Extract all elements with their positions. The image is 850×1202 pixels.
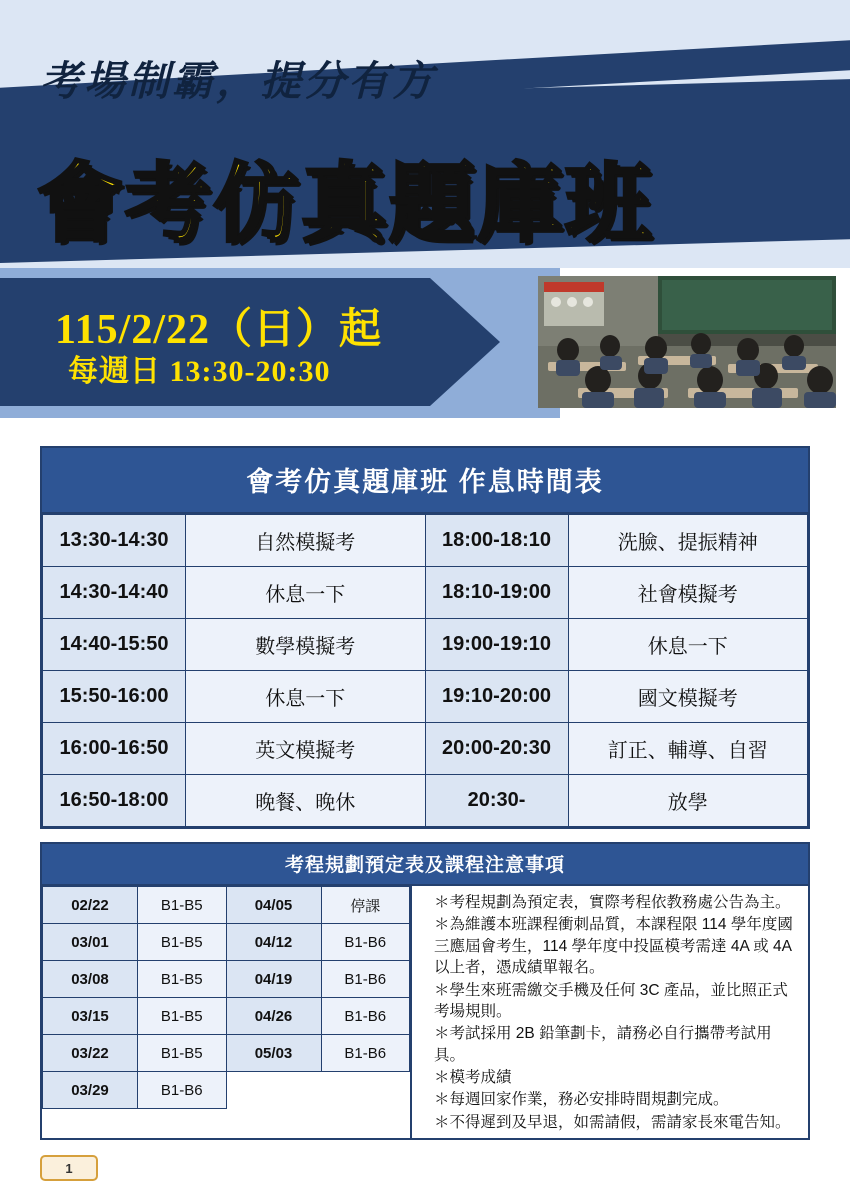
plan-range-cell: B1-B6 bbox=[321, 961, 410, 998]
note-item: ＊為維護本班課程衝刺品質，本課程限 114 學年度國三應屆會考生，114 學年度中投區模考需達 4A 或 4A 以上者，憑成績單報名。 bbox=[434, 916, 793, 977]
course-notes bbox=[412, 886, 808, 1138]
plan-range-cell: B1-B6 bbox=[321, 924, 410, 961]
time-cell: 13:30-14:30 bbox=[43, 515, 186, 567]
time-cell: 20:30- bbox=[425, 775, 568, 827]
start-date-text: 115/2/22（日）起 bbox=[55, 307, 383, 353]
plan-date-cell: 03/22 bbox=[43, 1035, 138, 1072]
plan-range-cell: 停課 bbox=[321, 887, 410, 924]
table-row bbox=[43, 924, 410, 961]
time-cell: 14:40-15:50 bbox=[43, 619, 186, 671]
table-row bbox=[43, 619, 808, 671]
plan-date-cell: 04/05 bbox=[226, 887, 321, 924]
time-cell: 19:00-19:10 bbox=[425, 619, 568, 671]
table-row bbox=[43, 515, 808, 567]
plan-date-cell: 04/26 bbox=[226, 998, 321, 1035]
plan-range-cell: B1-B6 bbox=[321, 998, 410, 1035]
plan-range-cell: B1-B5 bbox=[138, 961, 227, 998]
page-title: 會考仿真題庫班 bbox=[37, 156, 653, 252]
plan-empty-cell bbox=[321, 1072, 410, 1109]
table-row bbox=[43, 1035, 410, 1072]
activity-cell: 數學模擬考 bbox=[186, 619, 426, 671]
note-item: ＊每週回家作業，務必安排時間規劃完成。 bbox=[434, 1091, 729, 1109]
activity-cell: 國文模擬考 bbox=[568, 671, 808, 723]
time-cell: 19:10-20:00 bbox=[425, 671, 568, 723]
activity-cell: 休息一下 bbox=[186, 671, 426, 723]
activity-cell: 自然模擬考 bbox=[186, 515, 426, 567]
note-item: ＊學生來班需繳交手機及任何 3C 產品，並比照正式考場規則。 bbox=[434, 981, 788, 1020]
plan-date-cell: 03/29 bbox=[43, 1072, 138, 1109]
table-row bbox=[43, 961, 410, 998]
classroom-photo bbox=[538, 276, 836, 408]
table-row bbox=[43, 887, 410, 924]
table-row bbox=[43, 723, 808, 775]
tagline: 考場制霸，提分有方 bbox=[40, 58, 436, 104]
schedule-title: 會考仿真題庫班 作息時間表 bbox=[42, 448, 808, 514]
weekly-time-text: 每週日 13:30-20:30 bbox=[68, 355, 331, 388]
exam-plan-section bbox=[40, 842, 810, 1140]
time-cell: 16:00-16:50 bbox=[43, 723, 186, 775]
schedule-table bbox=[40, 446, 810, 829]
activity-cell: 晚餐、晚休 bbox=[186, 775, 426, 827]
plan-range-cell: B1-B5 bbox=[138, 924, 227, 961]
note-item: ＊模考成績 bbox=[434, 1069, 512, 1086]
plan-title: 考程規劃預定表及課程注意事項 bbox=[42, 844, 808, 886]
time-cell: 16:50-18:00 bbox=[43, 775, 186, 827]
plan-date-cell: 04/12 bbox=[226, 924, 321, 961]
plan-grid bbox=[42, 886, 410, 1109]
activity-cell: 休息一下 bbox=[568, 619, 808, 671]
table-row bbox=[43, 775, 808, 827]
page-number-badge: 1 bbox=[40, 1155, 98, 1181]
plan-table bbox=[42, 886, 412, 1138]
header-banner bbox=[0, 0, 850, 268]
plan-date-cell: 05/03 bbox=[226, 1035, 321, 1072]
activity-cell: 英文模擬考 bbox=[186, 723, 426, 775]
time-cell: 20:00-20:30 bbox=[425, 723, 568, 775]
plan-date-cell: 03/15 bbox=[43, 998, 138, 1035]
time-cell: 15:50-16:00 bbox=[43, 671, 186, 723]
note-item: ＊考試採用 2B 鉛筆劃卡，請務必自行攜帶考試用具。 bbox=[434, 1025, 772, 1064]
plan-range-cell: B1-B5 bbox=[138, 1035, 227, 1072]
note-item: ＊不得遲到及早退，如需請假，需請家長來電告知。 bbox=[434, 1113, 791, 1131]
plan-empty-cell bbox=[226, 1072, 321, 1109]
plan-range-cell: B1-B5 bbox=[138, 887, 227, 924]
date-bar bbox=[0, 268, 850, 418]
time-cell: 18:00-18:10 bbox=[425, 515, 568, 567]
time-cell: 14:30-14:40 bbox=[43, 567, 186, 619]
plan-range-cell: B1-B6 bbox=[321, 1035, 410, 1072]
plan-range-cell: B1-B5 bbox=[138, 998, 227, 1035]
plan-date-cell: 04/19 bbox=[226, 961, 321, 998]
table-row bbox=[43, 1072, 410, 1109]
activity-cell: 放學 bbox=[568, 775, 808, 827]
activity-cell: 休息一下 bbox=[186, 567, 426, 619]
activity-cell: 訂正、輔導、自習 bbox=[568, 723, 808, 775]
activity-cell: 社會模擬考 bbox=[568, 567, 808, 619]
table-row bbox=[43, 671, 808, 723]
table-row bbox=[43, 567, 808, 619]
plan-date-cell: 02/22 bbox=[43, 887, 138, 924]
time-cell: 18:10-19:00 bbox=[425, 567, 568, 619]
table-row bbox=[43, 998, 410, 1035]
plan-date-cell: 03/01 bbox=[43, 924, 138, 961]
plan-range-cell: B1-B6 bbox=[138, 1072, 227, 1109]
note-item: ＊考程規劃為預定表，實際考程依教務處公告為主。 bbox=[434, 894, 791, 911]
plan-date-cell: 03/08 bbox=[43, 961, 138, 998]
activity-cell: 洗臉、提振精神 bbox=[568, 515, 808, 567]
schedule-grid bbox=[42, 514, 808, 827]
